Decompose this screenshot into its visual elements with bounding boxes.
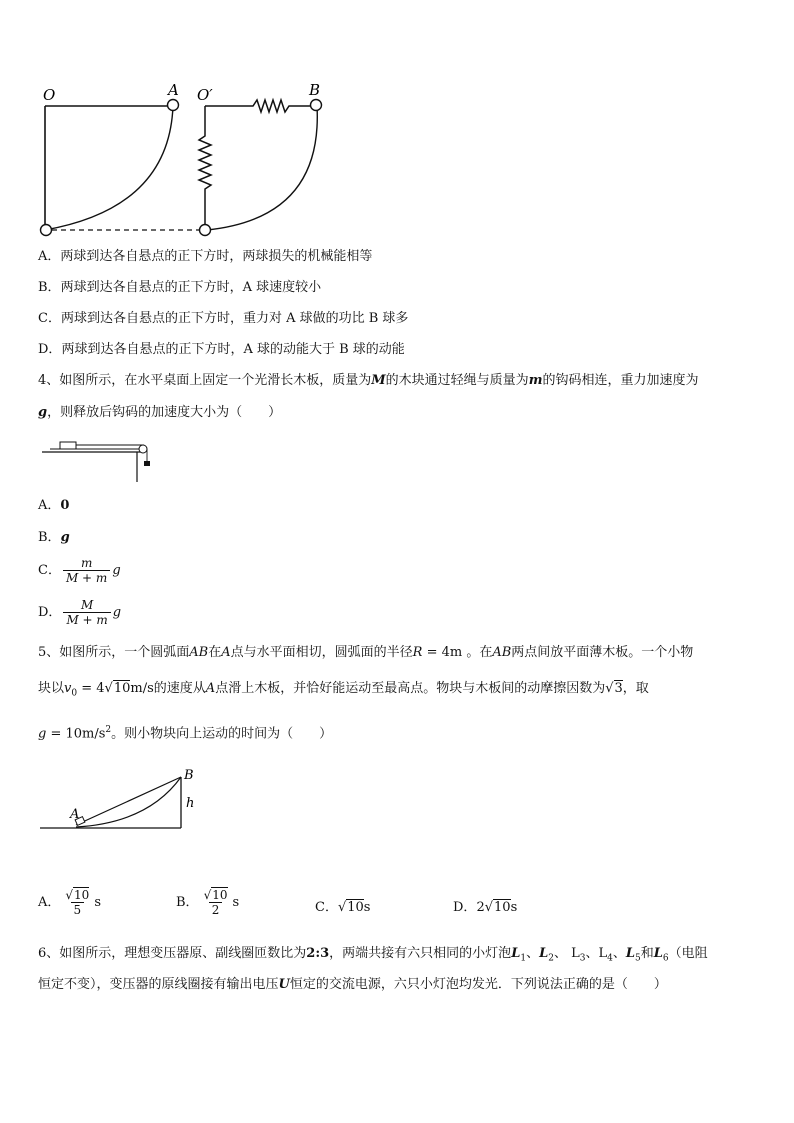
var-m-big: M xyxy=(371,373,386,388)
q5-stem-line2: 块以$v_0 = 4√10m/s$的速度从A点滑上木板，并恰好能运动至最高点。物块与木板间的动摩擦因数为√3，取 xyxy=(38,681,649,699)
subscript: 0 xyxy=(71,688,78,699)
text: 4、如图所示，在水平桌面上固定一个光滑长木板，质量为 xyxy=(38,373,372,388)
subscript: 4 xyxy=(607,953,613,964)
option-value: g xyxy=(60,530,70,545)
vertical-spring xyxy=(199,106,211,228)
var-v: v xyxy=(64,681,72,696)
text: ，取 xyxy=(622,681,649,696)
subscript: 3 xyxy=(579,953,586,964)
q4-option-b[interactable] xyxy=(38,528,70,548)
text: 的木块通过轻绳与质量为 xyxy=(385,373,529,388)
subscript: 5 xyxy=(634,953,641,964)
text: 和 xyxy=(640,946,654,961)
label-h: h xyxy=(186,796,195,811)
radicand: 10 xyxy=(494,900,511,915)
q3-option-a[interactable] xyxy=(38,248,372,266)
fraction xyxy=(62,888,92,917)
denominator: M + m xyxy=(63,612,110,627)
text: = 4 xyxy=(77,681,105,696)
q5-option-d[interactable]: D．2√10s xyxy=(453,900,518,915)
coefficient: 2 xyxy=(476,900,485,915)
option-letter: D． xyxy=(453,900,477,915)
radicand: 10 xyxy=(212,888,228,902)
option-text: 两球到达各自悬点的正下方时，两球损失的机械能相等 xyxy=(60,249,373,264)
numerator: √10 xyxy=(65,888,90,902)
text: 点与水平面相切，圆弧面的半径 xyxy=(230,645,413,660)
q3-option-c[interactable] xyxy=(38,310,408,328)
lamp-l5: L xyxy=(625,946,635,961)
denominator: 5 xyxy=(71,902,85,917)
q3-option-d[interactable] xyxy=(38,341,405,359)
numerator: M xyxy=(80,598,94,612)
label-o-prime: O′ xyxy=(197,86,213,104)
denominator: M + m xyxy=(63,570,110,585)
wood-block xyxy=(60,442,76,449)
subscript: 2 xyxy=(548,953,554,964)
lamp-l1: L xyxy=(511,946,521,961)
radicand: 3 xyxy=(614,681,623,696)
lamp-l2: L xyxy=(539,946,549,961)
unit: s xyxy=(363,900,371,915)
superscript: 2 xyxy=(105,725,112,735)
option-letter: A． xyxy=(38,895,61,910)
text: ，则释放后钩码的加速度大小为（ ） xyxy=(47,405,282,420)
q6-stem-line1 xyxy=(38,944,708,969)
q5-stem-line1 xyxy=(38,643,693,663)
text: （电阻 xyxy=(668,946,708,961)
radicand: 10 xyxy=(74,888,90,902)
q3-option-b[interactable] xyxy=(38,279,321,297)
radicand: 10 xyxy=(113,681,131,696)
option-text: 两球到达各自悬点的正下方时，A 球速度较小 xyxy=(60,280,322,295)
text: 6、如图所示，理想变压器原、副线圈匝数比为 xyxy=(38,946,307,961)
option-letter: C． xyxy=(315,900,338,915)
q6-stem-line2 xyxy=(38,975,667,995)
text: 的速度从 xyxy=(153,681,206,696)
var-ab: AB xyxy=(189,645,209,660)
board xyxy=(76,777,181,825)
q5-option-c[interactable]: C．√10s xyxy=(315,900,371,915)
lamp-l6: L xyxy=(653,946,663,961)
denominator: 2 xyxy=(209,902,223,917)
text: 、L xyxy=(585,946,608,961)
numerator: m xyxy=(80,556,93,570)
text: 两点间放平面薄木板。一个小物 xyxy=(511,645,694,660)
option-letter: B． xyxy=(176,895,199,910)
option-letter: A． xyxy=(38,249,61,264)
text: 5、如图所示，一个圆弧面 xyxy=(38,645,190,660)
q5-option-a[interactable] xyxy=(38,888,101,917)
text: 、 xyxy=(612,946,626,961)
option-letter: C． xyxy=(38,311,61,326)
q4-stem-line1 xyxy=(38,371,698,391)
hook-weight xyxy=(144,461,150,466)
text: 的钩码相连，重力加速度为 xyxy=(542,373,699,388)
option-letter: D． xyxy=(38,342,62,357)
ball-a-top xyxy=(168,100,179,111)
var-g: g xyxy=(38,405,48,420)
var-m-small: m xyxy=(528,373,543,388)
label-a: A xyxy=(168,81,179,99)
pulley xyxy=(139,445,147,453)
text: 恒定不变），变压器的原线圈接有输出电压 xyxy=(38,977,279,992)
text: = 10m/s xyxy=(46,726,106,742)
q4-option-a[interactable] xyxy=(38,496,69,516)
radicand: 10 xyxy=(347,900,364,915)
label-o: O xyxy=(43,86,56,104)
ball-a-bottom xyxy=(41,225,52,236)
text: 、 L xyxy=(553,946,580,961)
ratio: 2:3 xyxy=(306,946,330,961)
option-letter: B． xyxy=(38,280,61,295)
subscript: 1 xyxy=(520,953,527,964)
option-value: 0 xyxy=(60,498,70,513)
var-r: R xyxy=(412,645,423,660)
fraction xyxy=(201,888,231,917)
var-u: U xyxy=(278,977,290,992)
text: = 4m 。在 xyxy=(422,645,493,660)
q4-option-c[interactable] xyxy=(38,556,121,585)
text: 块以 xyxy=(38,681,65,696)
q5-option-b[interactable] xyxy=(176,888,239,917)
text: 恒定的交流电源，六只小灯泡均发光．下列说法正确的是（ ） xyxy=(289,977,667,992)
var-g: g xyxy=(38,726,47,742)
option-letter: A． xyxy=(38,498,61,513)
var-g: g xyxy=(112,563,121,578)
var-a: A xyxy=(205,681,216,696)
var-a: A xyxy=(221,645,231,660)
subscript: 6 xyxy=(662,953,669,964)
ball-b-top xyxy=(311,100,322,111)
text: ，两端共接有六只相同的小灯泡 xyxy=(329,946,512,961)
unit: s xyxy=(232,895,240,910)
unit: s xyxy=(94,895,101,910)
horizontal-spring xyxy=(205,100,311,112)
ball-b-bottom xyxy=(200,225,211,236)
unit: m/s xyxy=(130,681,154,696)
pendulum-figure xyxy=(35,78,335,243)
q4-stem-line2 xyxy=(38,403,281,423)
option-text: 两球到达各自悬点的正下方时，重力对 A 球做的功比 B 球多 xyxy=(60,311,409,326)
q4-option-d[interactable] xyxy=(38,598,121,627)
label-b: B xyxy=(184,768,194,783)
arc-b xyxy=(207,106,317,230)
text: 、 xyxy=(526,946,540,961)
fraction xyxy=(63,556,110,585)
var-ab: AB xyxy=(492,645,512,660)
option-letter: D． xyxy=(38,605,62,620)
option-text: 两球到达各自悬点的正下方时，A 球的动能大于 B 球的动能 xyxy=(61,342,405,357)
text: 点滑上木板，并恰好能运动至最高点。物块与木板间的动摩擦因数为 xyxy=(215,681,606,696)
var-g: g xyxy=(112,605,122,620)
option-letter: C． xyxy=(38,563,61,578)
arc-a xyxy=(45,106,173,230)
unit: s xyxy=(510,900,518,915)
label-a: A xyxy=(70,807,80,822)
text: 。则小物块向上运动的时间为（ ） xyxy=(111,726,333,742)
label-b: B xyxy=(309,81,321,99)
table-pulley-figure xyxy=(38,436,163,486)
option-letter: B． xyxy=(38,530,61,545)
incline-figure xyxy=(38,765,208,835)
text: 在 xyxy=(208,645,222,660)
fraction xyxy=(63,598,110,627)
q5-stem-line3 xyxy=(38,720,332,744)
numerator: √10 xyxy=(203,888,228,902)
